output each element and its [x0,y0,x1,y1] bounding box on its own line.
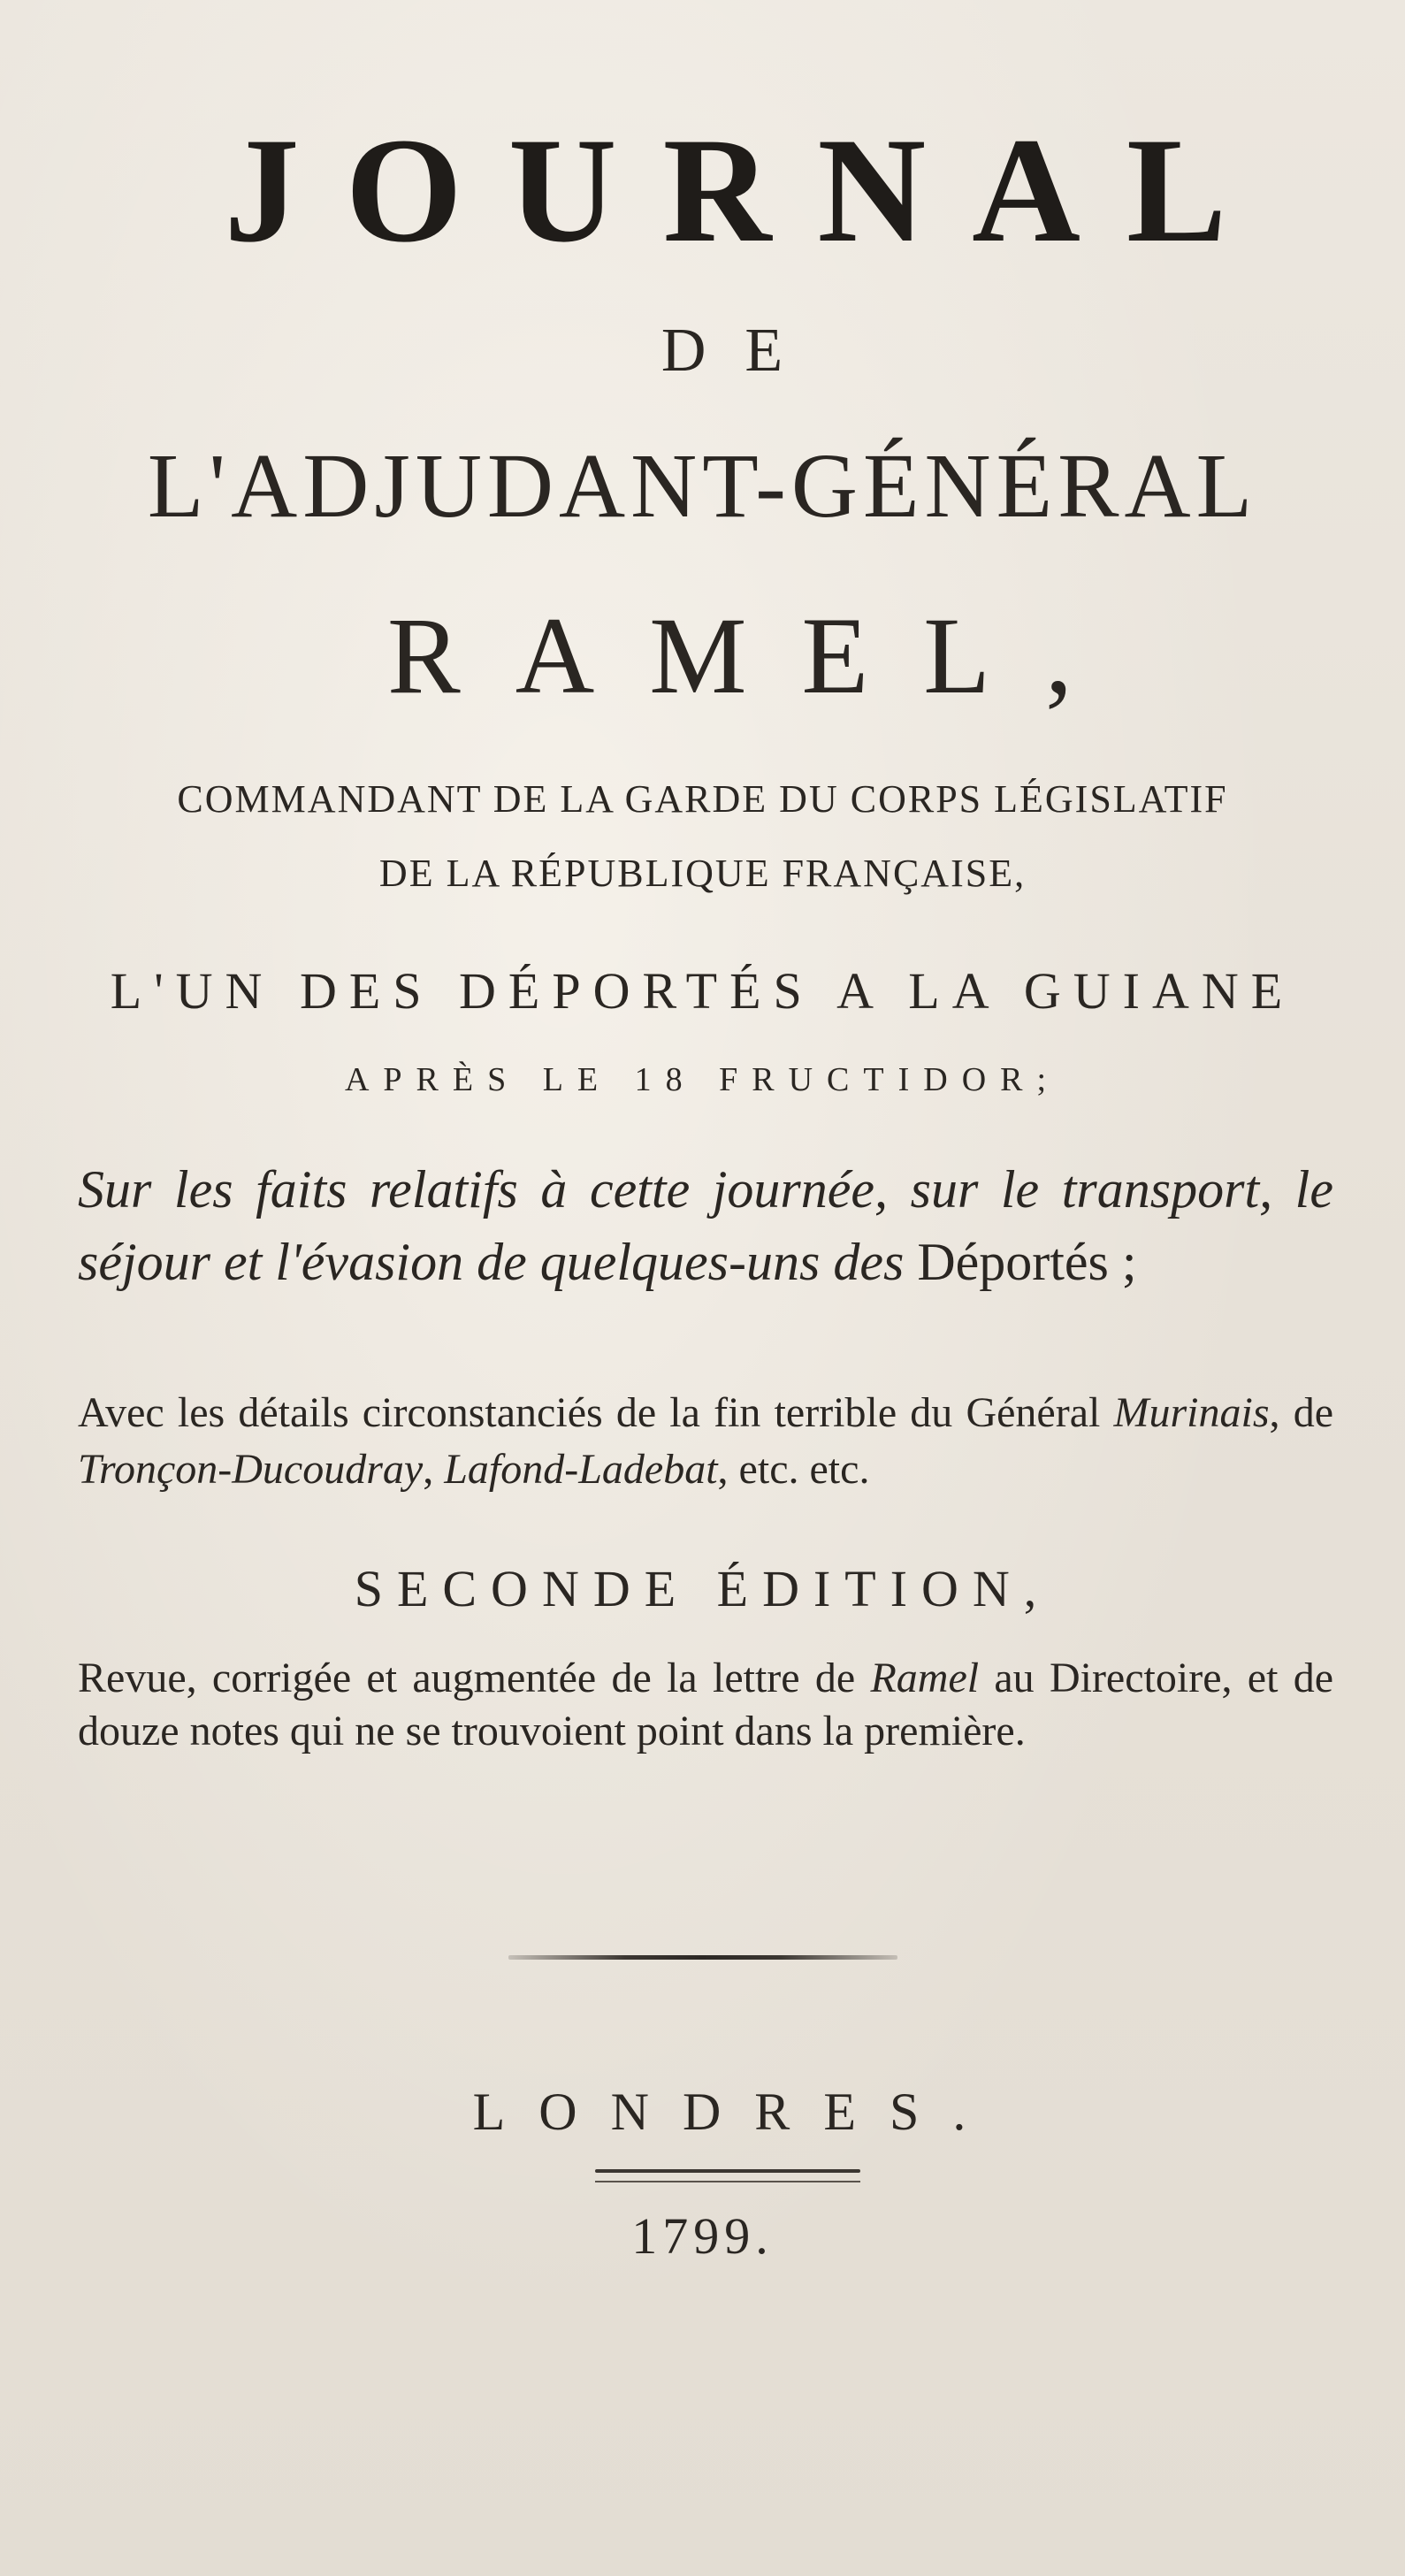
commandant-line-2: DE LA RÉPUBLIQUE FRANÇAISE, [378,852,1027,895]
subject-paragraph [78,1153,1333,1298]
details-end: , etc. etc. [717,1446,870,1493]
name-troncon-ducoudray: Tronçon-Ducoudray [78,1446,424,1493]
name-murinais: Murinais [1113,1389,1270,1436]
details-sep-2: , [423,1446,434,1493]
details-text: Avec les détails circonstanciés de la fin terrible du Général [78,1389,1101,1436]
edition-label: SECONDE ÉDITION, [354,1560,1051,1617]
commandant-line-1: COMMANDANT DE LA GARDE DU CORPS LÉGISLATIF [177,777,1228,821]
ornamental-rule [508,1955,897,1960]
imprint-city: LONDRES. [472,2083,1000,2141]
journal-heading: JOURNAL [224,107,1273,273]
imprint-year: 1799. [631,2207,774,2265]
adjudant-general-heading: L'ADJUDANT-GÉNÉRAL [147,435,1258,537]
details-paragraph [78,1385,1333,1498]
name-lafond-ladebat: Lafond-Ladebat [444,1446,718,1493]
edition-paragraph [78,1652,1333,1758]
de-heading: DE [661,317,822,385]
deporte-line: L'UN DES DÉPORTÉS A LA GUIANE [110,962,1295,1020]
subject-italic-text: Sur les faits relatifs à cette journée, sur le transport, le séjour et l'évasion de quelques-uns des [78,1160,1333,1291]
author-name: RAMEL, [387,595,1127,716]
double-rule-top [595,2169,860,2173]
edition-text-2: au Directoire, et de douze notes qui ne se trouvoient point dans la première. [78,1655,1333,1754]
name-ramel: Ramel [870,1655,980,1701]
double-rule-bottom [595,2181,860,2182]
edition-text-1: Revue, corrigée et augmentée de la lettre de [78,1655,856,1701]
fructidor-line: APRÈS LE 18 FRUCTIDOR; [344,1061,1061,1098]
subject-roman-text: Déportés ; [917,1233,1137,1291]
details-sep-1: , de [1269,1389,1333,1436]
